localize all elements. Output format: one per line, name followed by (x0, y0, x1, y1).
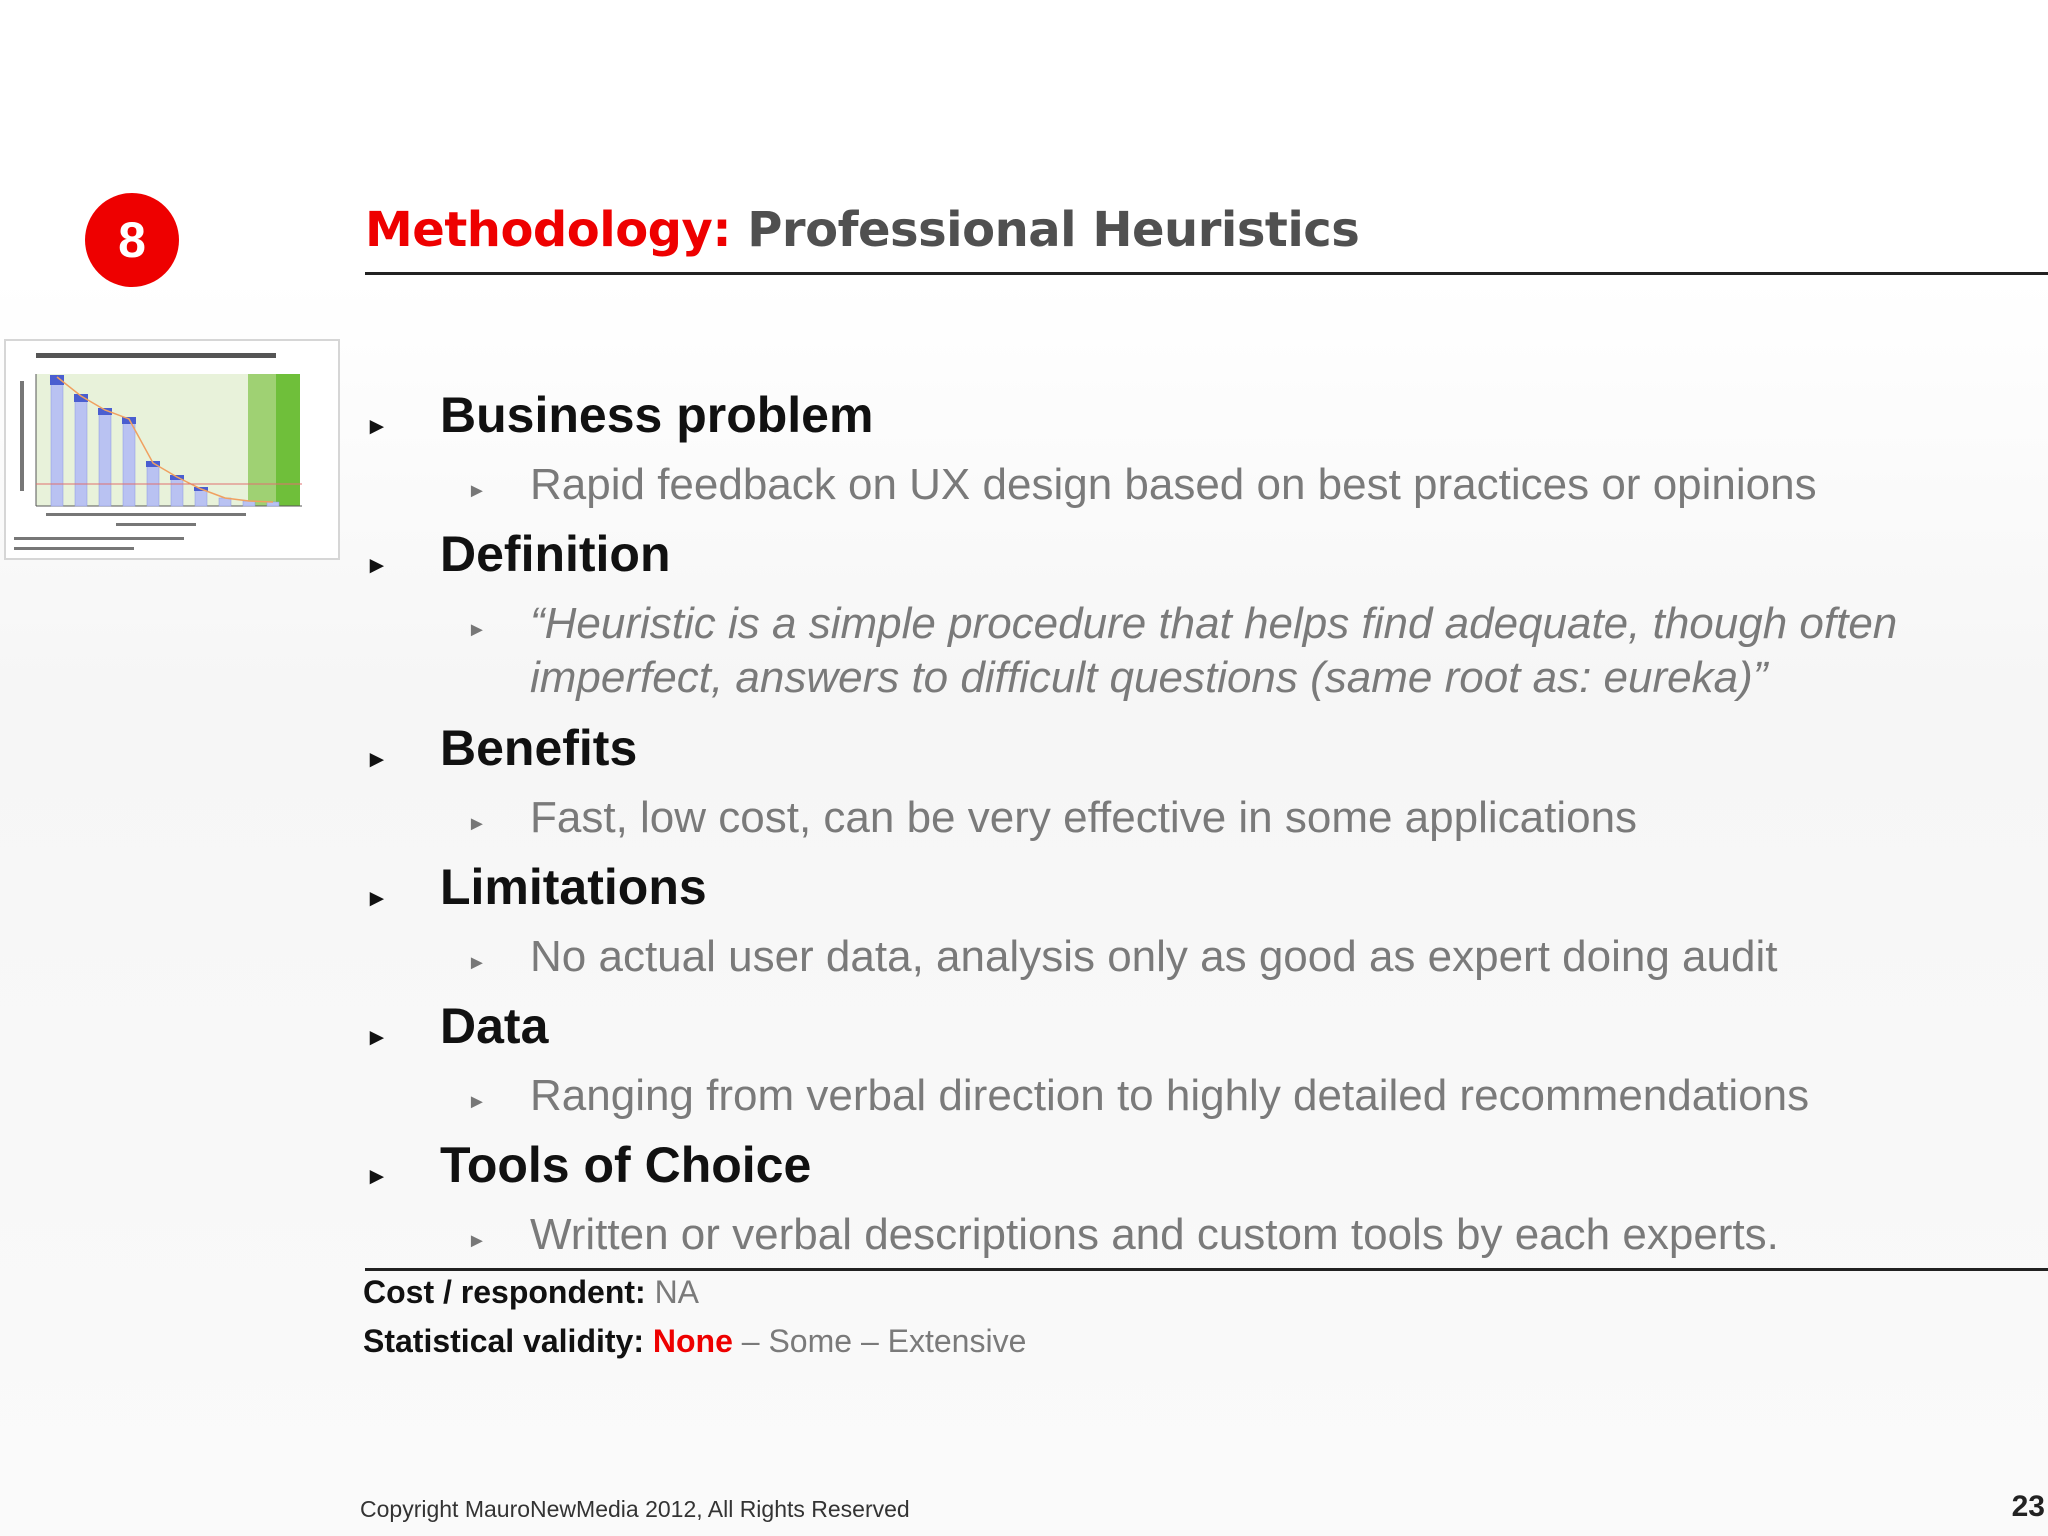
bullet-heading: Data (440, 998, 549, 1054)
bar-chart-thumbnail-icon (6, 341, 338, 558)
page-number: 23 (2011, 1490, 2045, 1523)
bottom-divider (365, 1268, 2048, 1271)
sub-bullet-triangle-icon: ► (467, 1230, 487, 1252)
slide-title (365, 202, 1359, 258)
title-divider (365, 272, 2048, 275)
copyright-footer: Copyright MauroNewMedia 2012, All Rights Reserved (360, 1496, 910, 1522)
sub-bullet-triangle-icon: ► (467, 619, 487, 641)
title-accent: Methodology: (365, 202, 732, 258)
title-main: Professional Heuristics (747, 202, 1360, 258)
bullet-triangle-icon: ► (365, 885, 389, 912)
bullet-triangle-icon: ► (365, 552, 389, 579)
validity-label: Statistical validity: (363, 1323, 644, 1359)
bullet-heading: Limitations (440, 859, 707, 915)
validity-options: – Some – Extensive (741, 1323, 1027, 1359)
slide-number-badge: 8 (85, 193, 179, 287)
cost-line (363, 1274, 699, 1311)
bullet-detail: No actual user data, analysis only as good as expert doing audit (530, 932, 1778, 981)
validity-line (363, 1323, 1026, 1360)
bullet-detail: Ranging from verbal direction to highly detailed recommendations (530, 1071, 1810, 1120)
sub-bullet-triangle-icon: ► (467, 480, 487, 502)
bullet-heading: Definition (440, 526, 671, 582)
cost-label: Cost / respondent: (363, 1274, 646, 1310)
chart-thumbnail-image (4, 339, 340, 560)
bullet-triangle-icon: ► (365, 746, 389, 773)
bullet-heading: Business problem (440, 387, 874, 443)
bullet-triangle-icon: ► (365, 1024, 389, 1051)
sub-bullet-triangle-icon: ► (467, 1091, 487, 1113)
validity-selected: None (652, 1323, 733, 1359)
bullet-triangle-icon: ► (365, 413, 389, 440)
bullet-detail: “Heuristic is a simple procedure that helps find adequate, though often (530, 599, 1898, 648)
sub-bullet-triangle-icon: ► (467, 952, 487, 974)
bullet-detail: Fast, low cost, can be very effective in some applications (530, 793, 1638, 842)
bullet-heading: Tools of Choice (440, 1137, 812, 1193)
cost-value: NA (654, 1274, 700, 1310)
bullet-detail: Written or verbal descriptions and custom tools by each experts. (530, 1210, 1779, 1259)
bullet-triangle-icon: ► (365, 1163, 389, 1190)
bullet-heading: Benefits (440, 720, 638, 776)
sub-bullet-triangle-icon: ► (467, 813, 487, 835)
bullet-detail: imperfect, answers to difficult questions (same root as: eureka)” (530, 653, 1768, 702)
bullet-detail: Rapid feedback on UX design based on best practices or opinions (530, 460, 1817, 509)
